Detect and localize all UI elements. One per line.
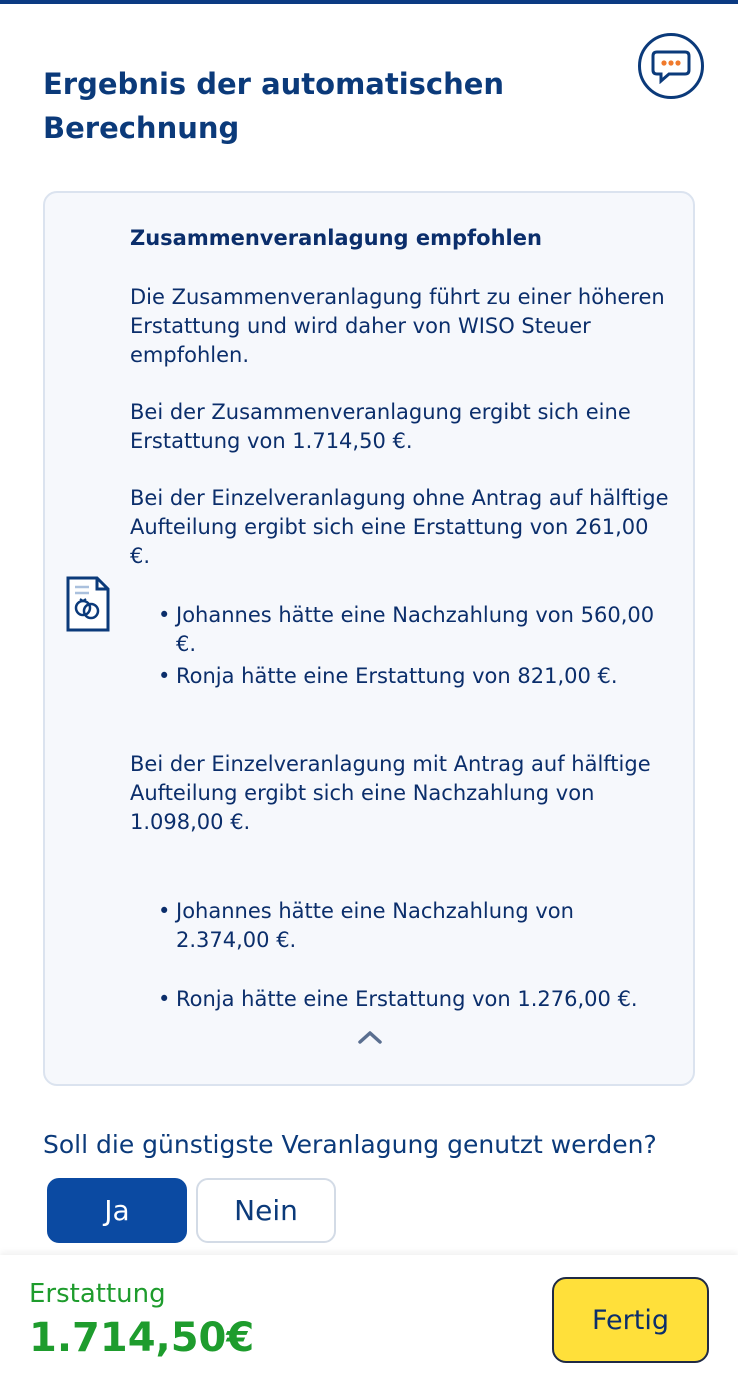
list-item: • Ronja hätte eine Erstattung von 821,00 €. <box>158 662 668 691</box>
chat-bubble-icon <box>651 48 691 84</box>
no-button[interactable]: Nein <box>196 1178 336 1243</box>
chevron-up-icon[interactable] <box>355 1027 385 1047</box>
refund-amount: 1.714,50€ <box>29 1315 255 1361</box>
recommendation-paragraph: Die Zusammenveranlagung führt zu einer höheren Erstattung und wird daher von WISO Steuer empfohlen. <box>130 285 665 367</box>
footer-bar <box>0 1255 738 1377</box>
list-item: • Ronja hätte eine Erstattung von 1.276,00 €. <box>158 985 668 1014</box>
list-item: • Johannes hätte eine Nachzahlung von 2.374,00 €. <box>158 897 598 955</box>
chat-button[interactable] <box>638 33 704 99</box>
page-title: Ergebnis der automatischen Berechnung <box>43 67 505 145</box>
split-assessment-paragraph: Bei der Einzelveranlagung mit Antrag auf hälftige Aufteilung ergibt sich eine Nachzahlung von 1.098,00 €. <box>130 752 651 834</box>
joint-assessment-paragraph: Bei der Zusammenveranlagung ergibt sich eine Erstattung von 1.714,50 €. <box>130 400 631 453</box>
yes-button[interactable]: Ja <box>47 1178 187 1243</box>
marriage-document-icon <box>65 575 111 633</box>
separate-assessment-paragraph: Bei der Einzelveranlagung ohne Antrag auf hälftige Aufteilung ergibt sich eine Erstattung von 261,00 €. <box>130 486 669 568</box>
done-button[interactable]: Fertig <box>552 1277 709 1363</box>
refund-label: Erstattung <box>29 1279 166 1309</box>
recommendation-card <box>43 191 695 1086</box>
top-accent-bar <box>0 0 738 4</box>
recommendation-heading: Zusammenveranlagung empfohlen <box>130 226 542 250</box>
list-item: • Johannes hätte eine Nachzahlung von 560,00 €. <box>158 601 668 659</box>
assessment-question: Soll die günstigste Veranlagung genutzt werden? <box>43 1130 657 1159</box>
